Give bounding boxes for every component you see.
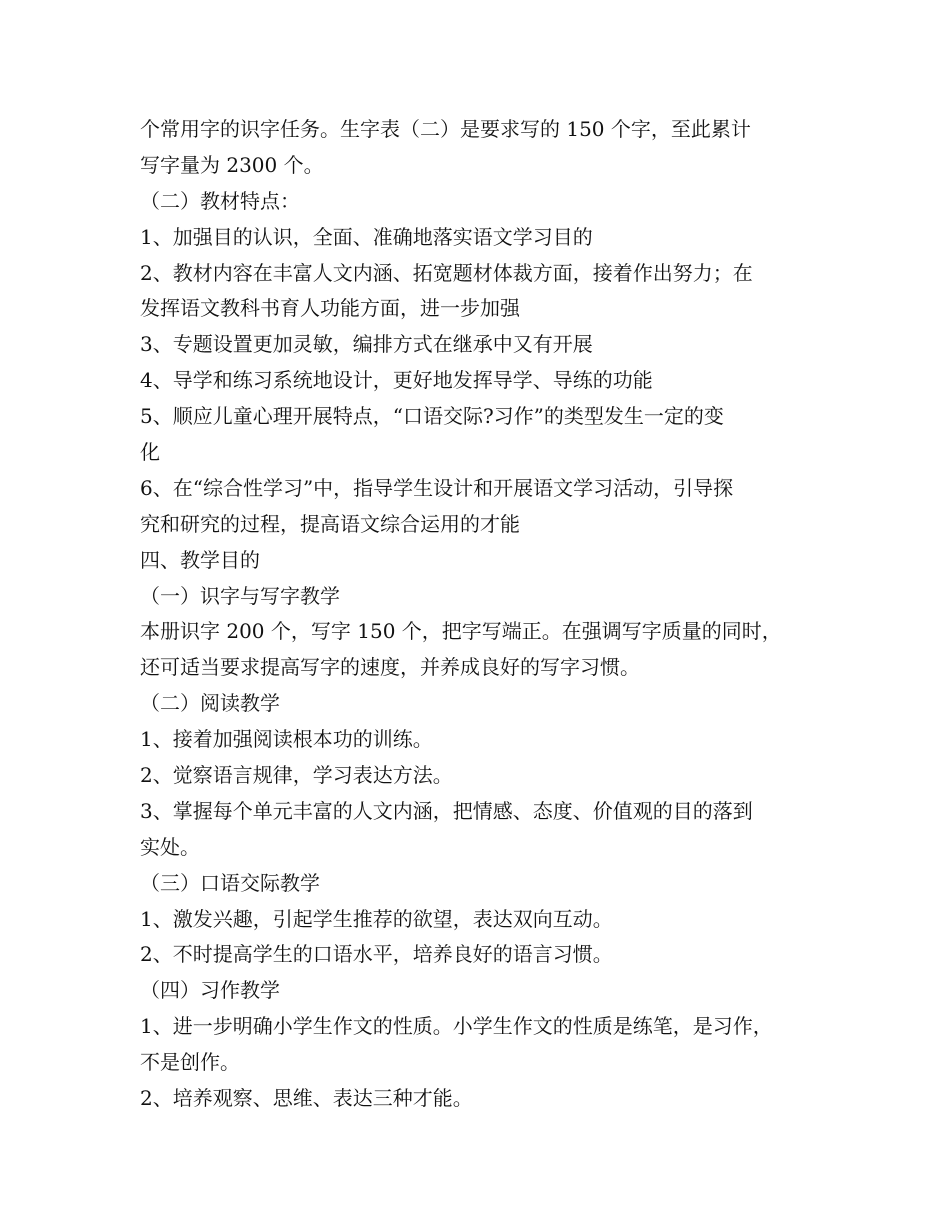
subsection-heading: （三）口语交际教学	[140, 870, 320, 895]
document-text	[140, 112, 830, 1117]
text-line: 究和研究的过程，提高语文综合运用的才能	[140, 511, 520, 536]
list-item: 2、不时提高学生的口语水平，培养良好的语言习惯。	[140, 942, 613, 967]
list-item: 5、顺应儿童心理开展特点，“口语交际?习作”的类型发生一定的变	[140, 404, 724, 429]
text-line: 实处。	[140, 834, 200, 859]
list-item: 3、掌握每个单元丰富的人文内涵，把情感、态度、价值观的目的落到	[140, 798, 753, 823]
section-heading: （二）教材特点：	[140, 188, 300, 213]
list-item: 1、进一步明确小学生作文的性质。小学生作文的性质是练笔，是习作，	[140, 1014, 773, 1039]
text-line: 本册识字 200 个，写字 150 个，把字写端正。在强调写字质量的同时，	[140, 619, 782, 644]
list-item: 1、激发兴趣，引起学生推荐的欲望，表达双向互动。	[140, 906, 613, 931]
subsection-heading: （四）习作教学	[140, 978, 280, 1003]
list-item: 1、加强目的认识，全面、准确地落实语文学习目的	[140, 224, 593, 249]
text-line: 写字量为 2300 个。	[140, 152, 324, 177]
subsection-heading: （二）阅读教学	[140, 691, 280, 716]
text-line: 发挥语文教科书育人功能方面，进一步加强	[140, 296, 520, 321]
text-line: 化	[140, 440, 160, 465]
list-item: 3、专题设置更加灵敏，编排方式在继承中又有开展	[140, 332, 593, 357]
section-heading: 四、教学目的	[140, 547, 260, 572]
text-line: 还可适当要求提高写字的速度，并养成良好的写字习惯。	[140, 655, 640, 680]
list-item: 2、教材内容在丰富人文内涵、拓宽题材体裁方面，接着作出努力；在	[140, 260, 753, 285]
list-item: 1、接着加强阅读根本功的训练。	[140, 727, 433, 752]
text-line: 个常用字的识字任务。生字表（二）是要求写的 150 个字，至此累计	[140, 117, 751, 141]
text-line: 不是创作。	[140, 1050, 240, 1075]
list-item: 2、觉察语言规律，学习表达方法。	[140, 763, 453, 788]
list-item: 6、在“综合性学习”中，指导学生设计和开展语文学习活动，引导探	[140, 475, 734, 500]
subsection-heading: （一）识字与写字教学	[140, 583, 340, 608]
list-item: 2、培养观察、思维、表达三种才能。	[140, 1086, 473, 1111]
list-item: 4、导学和练习系统地设计，更好地发挥导学、导练的功能	[140, 368, 653, 393]
